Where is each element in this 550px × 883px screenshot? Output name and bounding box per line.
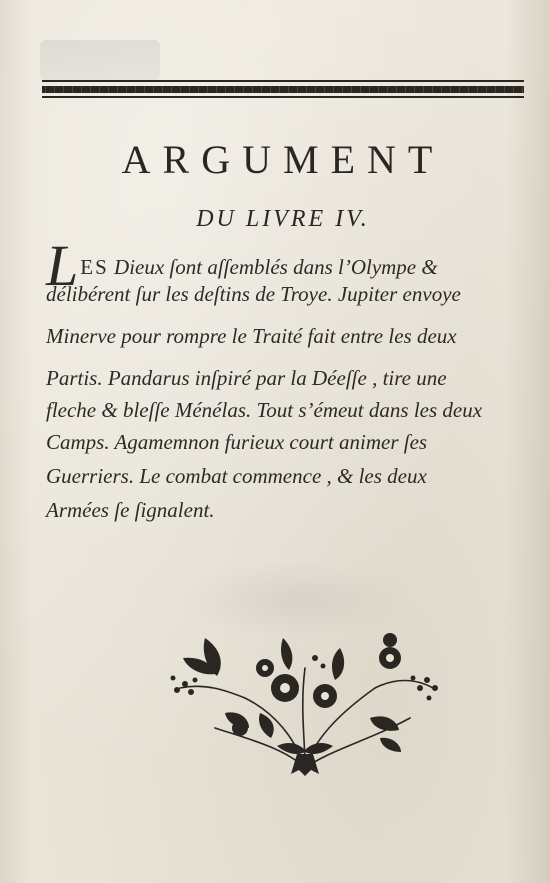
header-rule: [42, 80, 524, 82]
text-line: fleche & bleſſe Ménélas. Tout s’émeut dans les deux: [46, 398, 483, 422]
floral-bouquet-icon: [165, 618, 440, 778]
text-line: délibérent ſur les deſtins de Troye. Jupiter envoye: [46, 282, 461, 306]
text-line: Guerriers. Le combat commence , & les deux: [46, 464, 427, 488]
ink-bleed-through: [40, 40, 160, 80]
header-rule: [42, 96, 524, 98]
text-line: Partis. Pandarus inſpiré par la Déeſſe , tire une: [46, 366, 447, 390]
header-rule-ornamental: [42, 86, 524, 93]
page-subtitle: DU LIVRE IV.: [196, 206, 370, 232]
text-line: Camps. Agamemnon furieux court animer ſes: [46, 430, 428, 454]
first-word-rest: ES: [80, 255, 109, 279]
text-line: Minerve pour rompre le Traité fait entre les deux: [46, 324, 457, 348]
line-text: Dieux ſont aſſemblés dans l’Olympe &: [108, 255, 438, 279]
text-line: Armées ſe ſignalent.: [46, 498, 215, 522]
drop-cap: L: [46, 233, 79, 298]
page-title: ARGUMENT: [121, 137, 445, 182]
